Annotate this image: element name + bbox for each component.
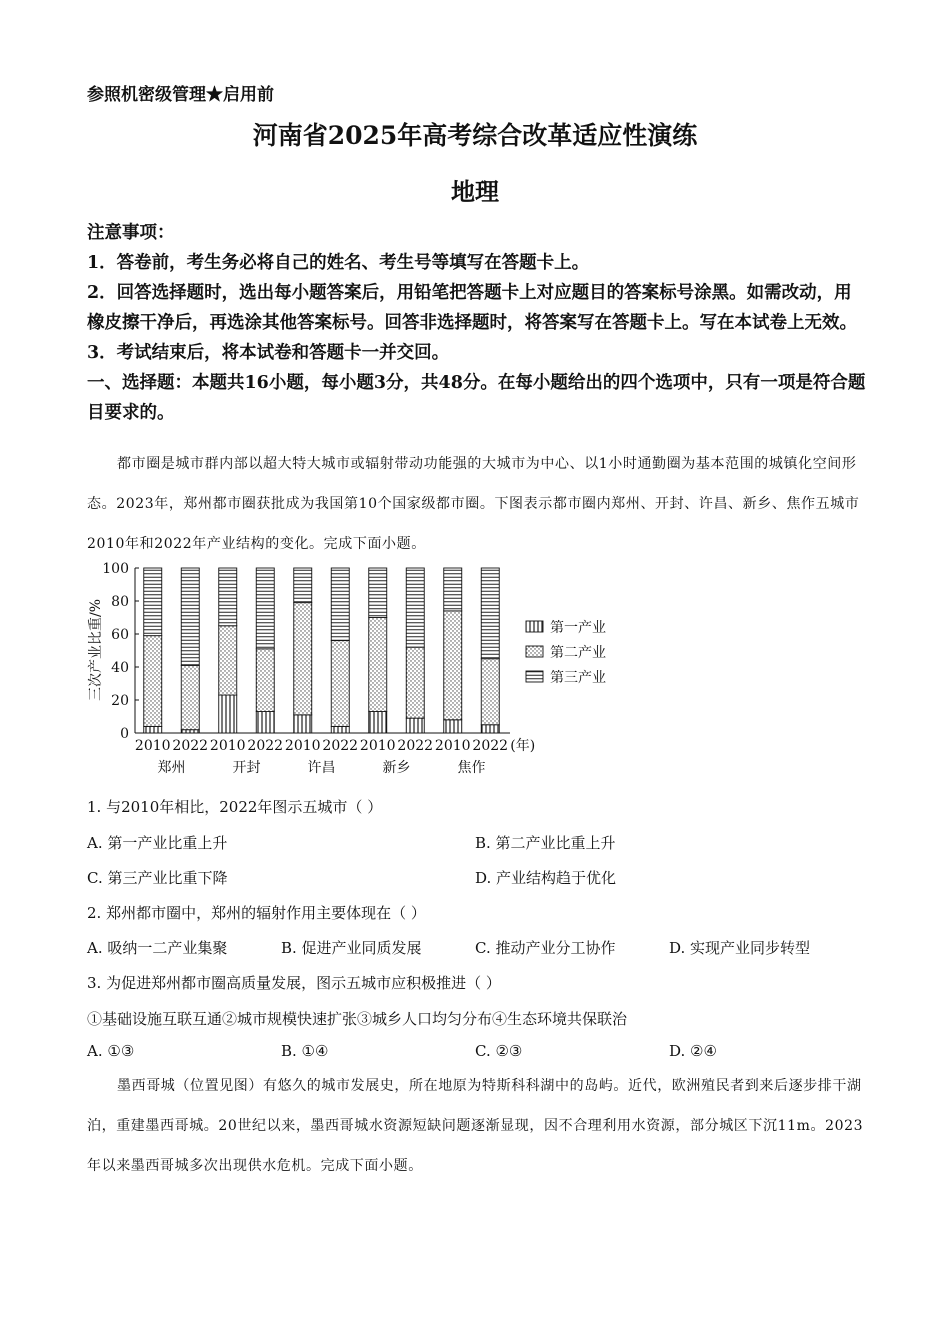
bar-segment <box>444 611 462 720</box>
bar-segment <box>294 568 312 603</box>
bar-segment <box>406 718 424 733</box>
legend-swatch <box>526 646 543 657</box>
bar-segment <box>481 725 499 733</box>
legend-label: 第二产业 <box>550 645 606 661</box>
x-tick-label: 2022 <box>397 738 434 754</box>
city-label: 郑州 <box>157 760 186 776</box>
q1-option-b[interactable]: B. 第二产业比重上升 <box>475 834 616 852</box>
bar-segment <box>444 568 462 611</box>
city-label: 许昌 <box>307 760 336 776</box>
x-tick-label: 2010 <box>134 738 171 754</box>
bar-segment <box>181 568 199 665</box>
bar-segment <box>144 568 162 636</box>
bar-segment <box>256 568 274 649</box>
passage-2-text: 墨西哥城（位置见图）有悠久的城市发展史，所在地原为特斯科科湖中的岛屿。近代，欧洲殖民者到来后逐步排干湖泊，重建墨西哥城。20世纪以来，墨西哥城水资源短缺问题逐渐显现，因不合理利用水资源，部分城区下沉11m。2023年以来墨西哥城多次出现供水危机。完成下面小题。 <box>87 1078 864 1174</box>
bar-segment <box>406 568 424 647</box>
q2-option-c[interactable]: C. 推动产业分工协作 <box>475 939 616 957</box>
bar-segment <box>256 649 274 712</box>
notice-item: 1．答卷前，考生务必将自己的姓名、考生号等填写在答题卡上。 <box>87 253 590 273</box>
question-2-stem: 2. 郑州都市圈中，郑州的辐射作用主要体现在（ ） <box>87 904 426 922</box>
x-tick-label: 2010 <box>434 738 471 754</box>
bar-segment <box>369 712 387 733</box>
x-unit-label: (年) <box>510 738 536 754</box>
passage-2 <box>87 1066 865 1186</box>
y-tick-label: 40 <box>111 660 129 676</box>
q3-option-b[interactable]: B. ①④ <box>281 1042 329 1060</box>
q2-option-b[interactable]: B. 促进产业同质发展 <box>281 939 422 957</box>
y-tick-label: 0 <box>120 726 129 742</box>
bar-segment <box>219 626 237 695</box>
city-label: 焦作 <box>457 760 486 776</box>
q3-option-a[interactable]: A. ①③ <box>87 1042 135 1060</box>
question-3-stem: 3. 为促进郑州都市圈高质量发展，图示五城市应积极推进（ ） <box>87 974 501 992</box>
question-1-stem: 1. 与2010年相比，2022年图示五城市（ ） <box>87 798 383 816</box>
bar-segment <box>406 647 424 718</box>
legend-swatch <box>526 671 543 682</box>
q3-option-d[interactable]: D. ②④ <box>669 1042 717 1060</box>
y-tick-label: 60 <box>111 627 129 643</box>
bar-segment <box>331 568 349 641</box>
q1-option-c[interactable]: C. 第三产业比重下降 <box>87 869 228 887</box>
bar-segment <box>369 568 387 618</box>
q2-option-a[interactable]: A. 吸纳一二产业集聚 <box>87 939 228 957</box>
notice-item: 2．回答选择题时，选出每小题答案后，用铅笔把答题卡上对应题目的答案标号涂黑。如需改动，用橡皮擦干净后，再选涂其他答案标号。回答非选择题时，将答案写在答题卡上。写在本试卷上无效。 <box>87 283 857 333</box>
city-label: 开封 <box>232 760 261 776</box>
notice-section <box>87 218 867 428</box>
exam-title: 河南省2025年高考综合改革适应性演练 <box>252 121 698 150</box>
bar-segment <box>294 603 312 715</box>
y-tick-label: 20 <box>111 693 129 709</box>
confidentiality-label: 参照机密级管理★启用前 <box>87 85 274 105</box>
notice-item: 3．考试结束后，将本试卷和答题卡一并交回。 <box>87 343 450 363</box>
y-tick-label: 80 <box>111 594 129 610</box>
x-tick-label: 2010 <box>359 738 396 754</box>
legend-swatch <box>526 621 543 632</box>
bar-segment <box>481 659 499 725</box>
x-tick-label: 2022 <box>472 738 509 754</box>
bar-segment <box>331 726 349 733</box>
q2-option-d[interactable]: D. 实现产业同步转型 <box>669 939 811 957</box>
q1-option-a[interactable]: A. 第一产业比重上升 <box>87 834 228 852</box>
legend-label: 第一产业 <box>550 620 606 636</box>
industry-structure-chart <box>80 558 640 778</box>
bar-segment <box>219 568 237 626</box>
bar-segment <box>331 641 349 727</box>
bar-segment <box>144 636 162 727</box>
bar-segment <box>219 695 237 733</box>
x-tick-label: 2022 <box>247 738 284 754</box>
question-3-statements: ①基础设施互联互通②城市规模快速扩张③城乡人口均匀分布④生态环境共保联治 <box>87 1010 628 1028</box>
x-tick-label: 2010 <box>284 738 321 754</box>
bar-segment <box>294 715 312 733</box>
q1-option-d[interactable]: D. 产业结构趋于优化 <box>475 869 617 887</box>
bar-segment <box>181 665 199 729</box>
subject-title: 地理 <box>451 177 499 206</box>
notice-heading: 注意事项： <box>87 223 175 243</box>
section-heading: 一、选择题：本题共16小题，每小题3分，共48分。在每小题给出的四个选项中，只有一项是符合题目要求的。 <box>87 373 866 423</box>
bar-segment <box>144 726 162 733</box>
y-tick-label: 100 <box>102 561 129 577</box>
passage-1-text: 都市圈是城市群内部以超大特大城市或辐射带动功能强的大城市为中心、以1小时通勤圈为基本范围的城镇化空间形态。2023年，郑州都市圈获批成为我国第10个国家级都市圈。下图表示都市圈内郑州、开封、许昌、新乡、焦作五城市2010年和2022年产业结构的变化。完成下面小题。 <box>87 456 860 552</box>
x-tick-label: 2010 <box>209 738 246 754</box>
y-axis-label: 三次产业比重/% <box>88 598 104 702</box>
city-label: 新乡 <box>382 760 411 776</box>
bar-segment <box>256 712 274 733</box>
bar-segment <box>369 618 387 712</box>
x-tick-label: 2022 <box>322 738 359 754</box>
x-tick-label: 2022 <box>172 738 209 754</box>
bar-segment <box>481 568 499 659</box>
q3-option-c[interactable]: C. ②③ <box>475 1042 523 1060</box>
legend-label: 第三产业 <box>550 670 606 686</box>
bar-segment <box>181 730 199 733</box>
passage-1 <box>87 444 865 564</box>
bar-segment <box>444 720 462 733</box>
